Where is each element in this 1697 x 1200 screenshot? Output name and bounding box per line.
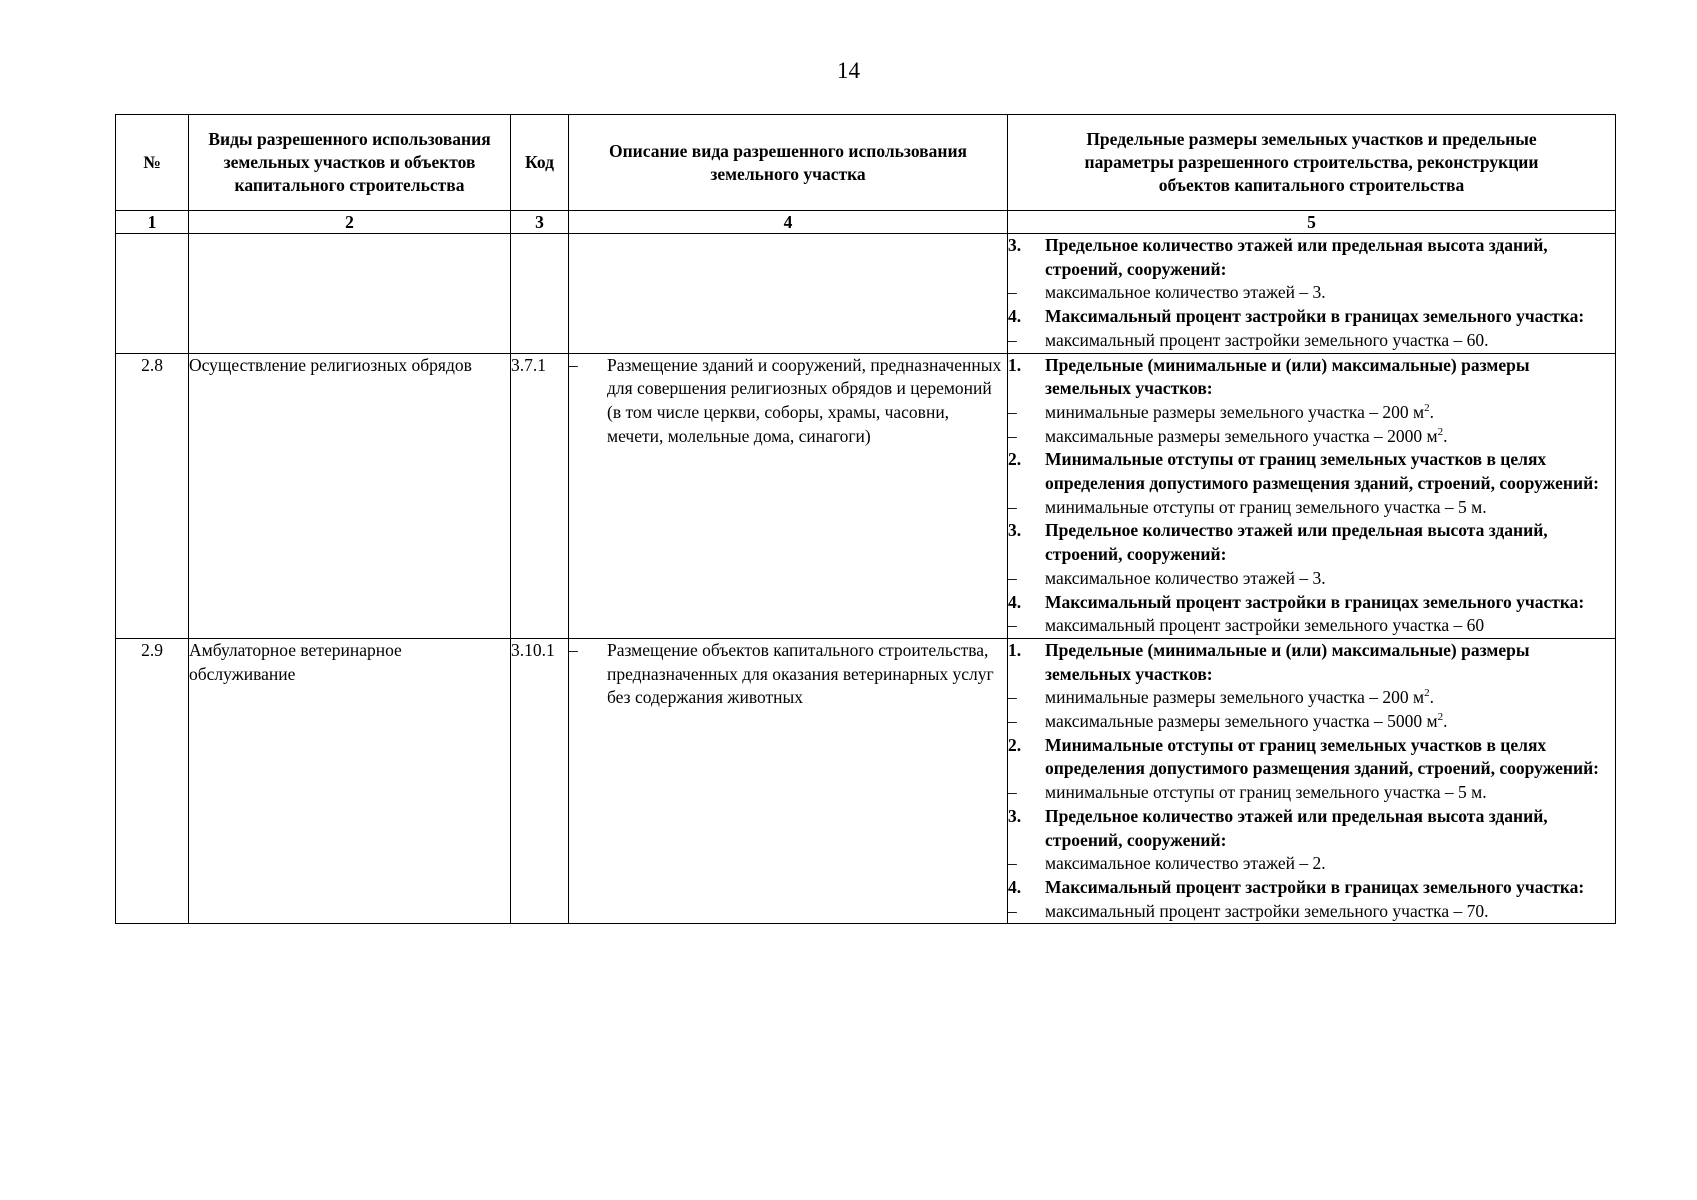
description-item <box>569 354 1007 449</box>
column-number: 2 <box>189 211 511 234</box>
parameter-heading <box>1008 876 1615 900</box>
parameter-text-end: . <box>1429 687 1434 708</box>
parameter-heading <box>1008 234 1615 281</box>
dash-marker: – <box>1008 282 1017 303</box>
parameter-value <box>1008 900 1615 924</box>
parameter-text-main: максимальный процент застройки земельного участка – 70. <box>1045 900 1489 921</box>
parameter-text <box>1045 567 1615 591</box>
dash-marker: – <box>1008 567 1017 588</box>
parameter-heading <box>1008 354 1615 401</box>
dash-marker: – <box>1008 687 1017 708</box>
description-text: Размещение объектов капитального строительства, предназначенных для оказания ветеринарных услуг без содержания животных <box>607 639 994 708</box>
parameter-text <box>1045 852 1615 876</box>
superscript: 2 <box>1437 711 1444 724</box>
item-number: 2. <box>1008 449 1022 470</box>
parameter-value <box>1008 710 1615 734</box>
row-number <box>116 234 189 354</box>
parameter-heading <box>1008 805 1615 852</box>
parameter-text <box>1045 614 1615 638</box>
dash-marker: – <box>1008 900 1017 921</box>
parameter-text <box>1045 329 1615 353</box>
row-number: 2.9 <box>116 638 189 923</box>
use-code: 3.10.1 <box>511 638 569 923</box>
parameter-value <box>1008 781 1615 805</box>
use-type-name: Осуществление религиозных обрядов <box>189 353 511 638</box>
table-row <box>116 353 1616 638</box>
table-header-row <box>116 115 1616 211</box>
dash-marker: – <box>1008 782 1017 803</box>
header-parameters: Предельные размеры земельных участков и предельные параметры разрешенного строительства, реконструкции объектов капитального строительства <box>1008 115 1616 211</box>
use-code <box>511 234 569 354</box>
column-number: 5 <box>1008 211 1616 234</box>
parameter-text <box>1045 354 1615 401</box>
parameter-text-main: Предельное количество этажей или предельная высота зданий, строений, сооружений: <box>1045 520 1548 565</box>
parameter-text <box>1045 734 1615 781</box>
parameter-text-main: Предельные (минимальные и (или) максимальные) размеры земельных участков: <box>1045 354 1530 399</box>
parameter-text <box>1045 781 1615 805</box>
parameter-heading <box>1008 519 1615 566</box>
dash-marker: – <box>1008 401 1017 422</box>
parameter-text <box>1045 401 1615 425</box>
header-number: № <box>116 115 189 211</box>
dash-marker: – <box>569 354 578 375</box>
parameter-text-main: минимальные отступы от границ земельного участка – 5 м. <box>1045 782 1487 803</box>
column-number: 4 <box>569 211 1008 234</box>
item-number: 3. <box>1008 235 1022 255</box>
item-number: 4. <box>1008 591 1022 612</box>
parameter-text-main: максимальный процент застройки земельного участка – 60 <box>1045 615 1485 636</box>
parameter-value <box>1008 567 1615 591</box>
parameter-text-main: максимальный процент застройки земельного участка – 60. <box>1045 329 1489 350</box>
parameter-value <box>1008 686 1615 710</box>
parameter-heading <box>1008 591 1615 615</box>
parameter-value <box>1008 425 1615 449</box>
parameter-text <box>1045 686 1615 710</box>
use-type-name: Амбулаторное ветеринарное обслуживание <box>189 638 511 923</box>
use-description <box>569 234 1008 354</box>
parameter-text-main: минимальные размеры земельного участка – 200 м <box>1045 401 1425 422</box>
parameter-value <box>1008 401 1615 425</box>
parameter-text <box>1045 281 1615 305</box>
dash-marker: – <box>1008 329 1017 350</box>
parameter-value <box>1008 329 1615 353</box>
parameter-text <box>1045 305 1615 329</box>
parameter-heading <box>1008 305 1615 329</box>
use-description <box>569 353 1008 638</box>
parameter-text <box>1045 710 1615 734</box>
parameter-text-main: Минимальные отступы от границ земельных участков в целях определения допустимого размещения зданий, строений, сооружений: <box>1045 449 1599 494</box>
parameter-text <box>1045 876 1615 900</box>
header-description: Описание вида разрешенного использования земельного участка <box>569 115 1008 211</box>
header-code: Код <box>511 115 569 211</box>
superscript: 2 <box>1424 402 1430 415</box>
column-number: 1 <box>116 211 189 234</box>
parameters-cell <box>1008 638 1616 923</box>
description-item <box>569 639 1007 710</box>
parameter-text-main: Максимальный процент застройки в границах земельного участка: <box>1045 591 1585 612</box>
dash-marker: – <box>1008 853 1017 874</box>
parameters-cell <box>1008 234 1616 354</box>
parameter-text-main: максимальное количество этажей – 3. <box>1045 282 1326 303</box>
parameter-text-main: Максимальный процент застройки в границах земельного участка: <box>1045 306 1585 327</box>
parameter-text-main: Минимальные отступы от границ земельных участков в целях определения допустимого размещения зданий, строений, сооружений: <box>1045 734 1599 779</box>
dash-marker: – <box>1008 711 1017 732</box>
superscript: 2 <box>1424 687 1430 700</box>
parameter-text <box>1045 639 1615 686</box>
item-number: 3. <box>1008 520 1022 541</box>
parameter-text-end: . <box>1443 425 1448 446</box>
dash-marker: – <box>1008 425 1017 446</box>
item-number: 1. <box>1008 354 1022 375</box>
parameter-heading <box>1008 639 1615 686</box>
table-body <box>116 234 1616 924</box>
parameter-text-main: Предельные (минимальные и (или) максимальные) размеры земельных участков: <box>1045 639 1530 684</box>
dash-marker: – <box>1008 496 1017 517</box>
parameter-heading <box>1008 734 1615 781</box>
item-number: 3. <box>1008 805 1022 826</box>
parameter-text-main: максимальное количество этажей – 3. <box>1045 567 1326 588</box>
parameter-text <box>1045 805 1615 852</box>
column-number-row <box>116 211 1616 234</box>
header-use-type: Виды разрешенного использования земельных участков и объектов капитального строительства <box>189 115 511 211</box>
parameter-text-main: Предельное количество этажей или предельная высота зданий, строений, сооружений: <box>1045 805 1548 850</box>
parameter-value <box>1008 496 1615 520</box>
parameter-text <box>1045 496 1615 520</box>
superscript: 2 <box>1437 425 1444 438</box>
item-number: 4. <box>1008 306 1022 327</box>
parameter-text <box>1045 519 1615 566</box>
table-row <box>116 234 1616 354</box>
item-number: 4. <box>1008 876 1022 897</box>
table-row <box>116 638 1616 923</box>
item-number: 2. <box>1008 734 1022 755</box>
parameter-heading <box>1008 448 1615 495</box>
parameter-text-end: . <box>1429 401 1434 422</box>
parameter-text <box>1045 900 1615 924</box>
column-number: 3 <box>511 211 569 234</box>
parameter-value <box>1008 852 1615 876</box>
parameter-text-main: Максимальный процент застройки в границах земельного участка: <box>1045 876 1585 897</box>
use-code: 3.7.1 <box>511 353 569 638</box>
use-description <box>569 638 1008 923</box>
row-number: 2.8 <box>116 353 189 638</box>
parameter-value <box>1008 281 1615 305</box>
item-number: 1. <box>1008 639 1022 660</box>
parameter-text-main: максимальные размеры земельного участка – 2000 м <box>1045 425 1438 446</box>
parameter-value <box>1008 614 1615 638</box>
parameter-text-main: минимальные отступы от границ земельного участка – 5 м. <box>1045 496 1487 517</box>
parameter-text <box>1045 425 1615 449</box>
parameter-text <box>1045 234 1615 281</box>
parameter-text <box>1045 591 1615 615</box>
parameters-cell <box>1008 353 1616 638</box>
land-use-table <box>115 114 1616 924</box>
dash-marker: – <box>1008 615 1017 636</box>
parameter-text-main: максимальное количество этажей – 2. <box>1045 853 1326 874</box>
description-text: Размещение зданий и сооружений, предназначенных для совершения религиозных обрядов и церемоний (в том числе церкви, соборы, храмы, часовни, мечети, молельные дома, синагоги) <box>607 354 1002 446</box>
parameter-text-main: максимальные размеры земельного участка – 5000 м <box>1045 711 1438 732</box>
dash-marker: – <box>569 639 578 660</box>
use-type-name <box>189 234 511 354</box>
parameter-text-main: минимальные размеры земельного участка – 200 м <box>1045 687 1425 708</box>
parameter-text <box>1045 448 1615 495</box>
parameter-text-main: Предельное количество этажей или предельная высота зданий, строений, сооружений: <box>1045 235 1548 279</box>
page-number: 14 <box>837 58 860 83</box>
parameter-text-end: . <box>1443 711 1448 732</box>
